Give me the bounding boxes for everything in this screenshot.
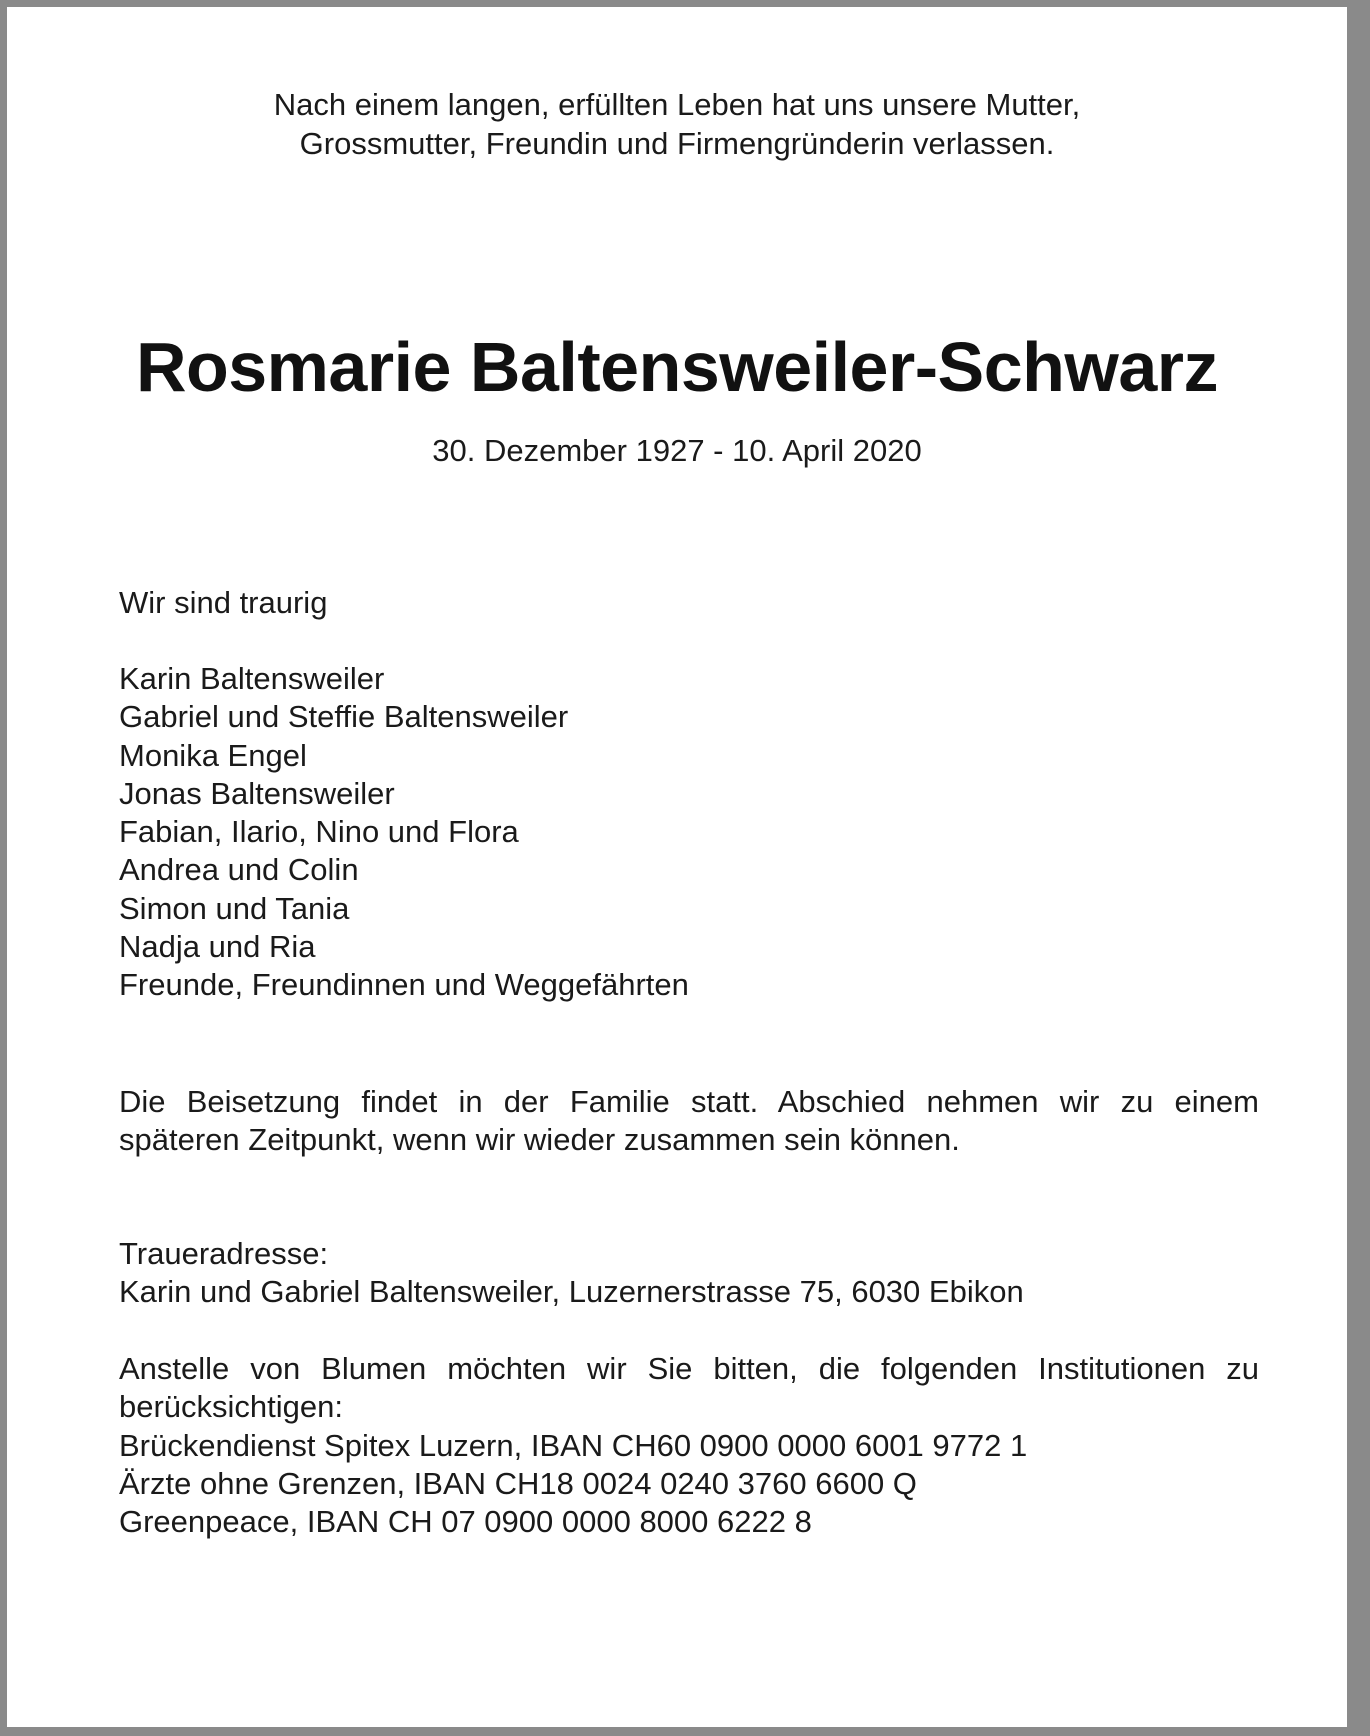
intro-line-2: Grossmutter, Freundin und Firmengründerin verlassen. [299, 126, 1055, 161]
burial-line-1: Die Beisetzung findet in der Familie statt. Abschied nehmen wir zu einem [119, 1084, 1259, 1119]
intro-line-1: Nach einem langen, erfüllten Leben hat uns unsere Mutter, [273, 87, 1081, 122]
institution-item: Greenpeace, IBAN CH 07 0900 0000 8000 6222 8 [119, 1504, 812, 1540]
mourner-item: Monika Engel [119, 737, 307, 773]
mourner-item: Gabriel und Steffie Baltensweiler [119, 699, 569, 735]
life-dates: 30. Dezember 1927 - 10. April 2020 [432, 433, 922, 468]
mourner-item: Jonas Baltensweiler [119, 775, 395, 811]
mourning-statement: Wir sind traurig [119, 585, 328, 620]
donation-request [119, 1350, 1259, 1541]
deceased-name: Rosmarie Baltensweiler-Schwarz [135, 328, 1219, 406]
mourning-address [119, 1235, 1259, 1312]
mourner-item: Simon und Tania [119, 890, 350, 926]
institution-item: Brückendienst Spitex Luzern, IBAN CH60 0900 0000 6001 9772 1 [119, 1427, 1028, 1463]
mourner-item: Freunde, Freundinnen und Weggefährten [119, 967, 689, 1003]
intro-text [7, 85, 1347, 163]
address-value: Karin und Gabriel Baltensweiler, Luzernerstrasse 75, 6030 Ebikon [119, 1274, 1024, 1310]
mourner-item: Fabian, Ilario, Nino und Flora [119, 814, 519, 850]
burial-line-2: späteren Zeitpunkt, wenn wir wieder zusammen sein können. [119, 1122, 960, 1158]
burial-notice [119, 1083, 1259, 1160]
obituary-page [7, 7, 1361, 1727]
donation-line-1: Anstelle von Blumen möchten wir Sie bitten, die folgenden Institutionen zu [119, 1351, 1259, 1386]
donation-line-2: berücksichtigen: [119, 1389, 344, 1425]
mourner-item: Karin Baltensweiler [119, 661, 385, 696]
address-label: Traueradresse: [119, 1236, 329, 1271]
institution-item: Ärzte ohne Grenzen, IBAN CH18 0024 0240 3760 6600 Q [119, 1465, 917, 1501]
mourner-item: Andrea und Colin [119, 852, 359, 888]
mourner-item: Nadja und Ria [119, 929, 316, 965]
mourners-list [119, 660, 1259, 1005]
